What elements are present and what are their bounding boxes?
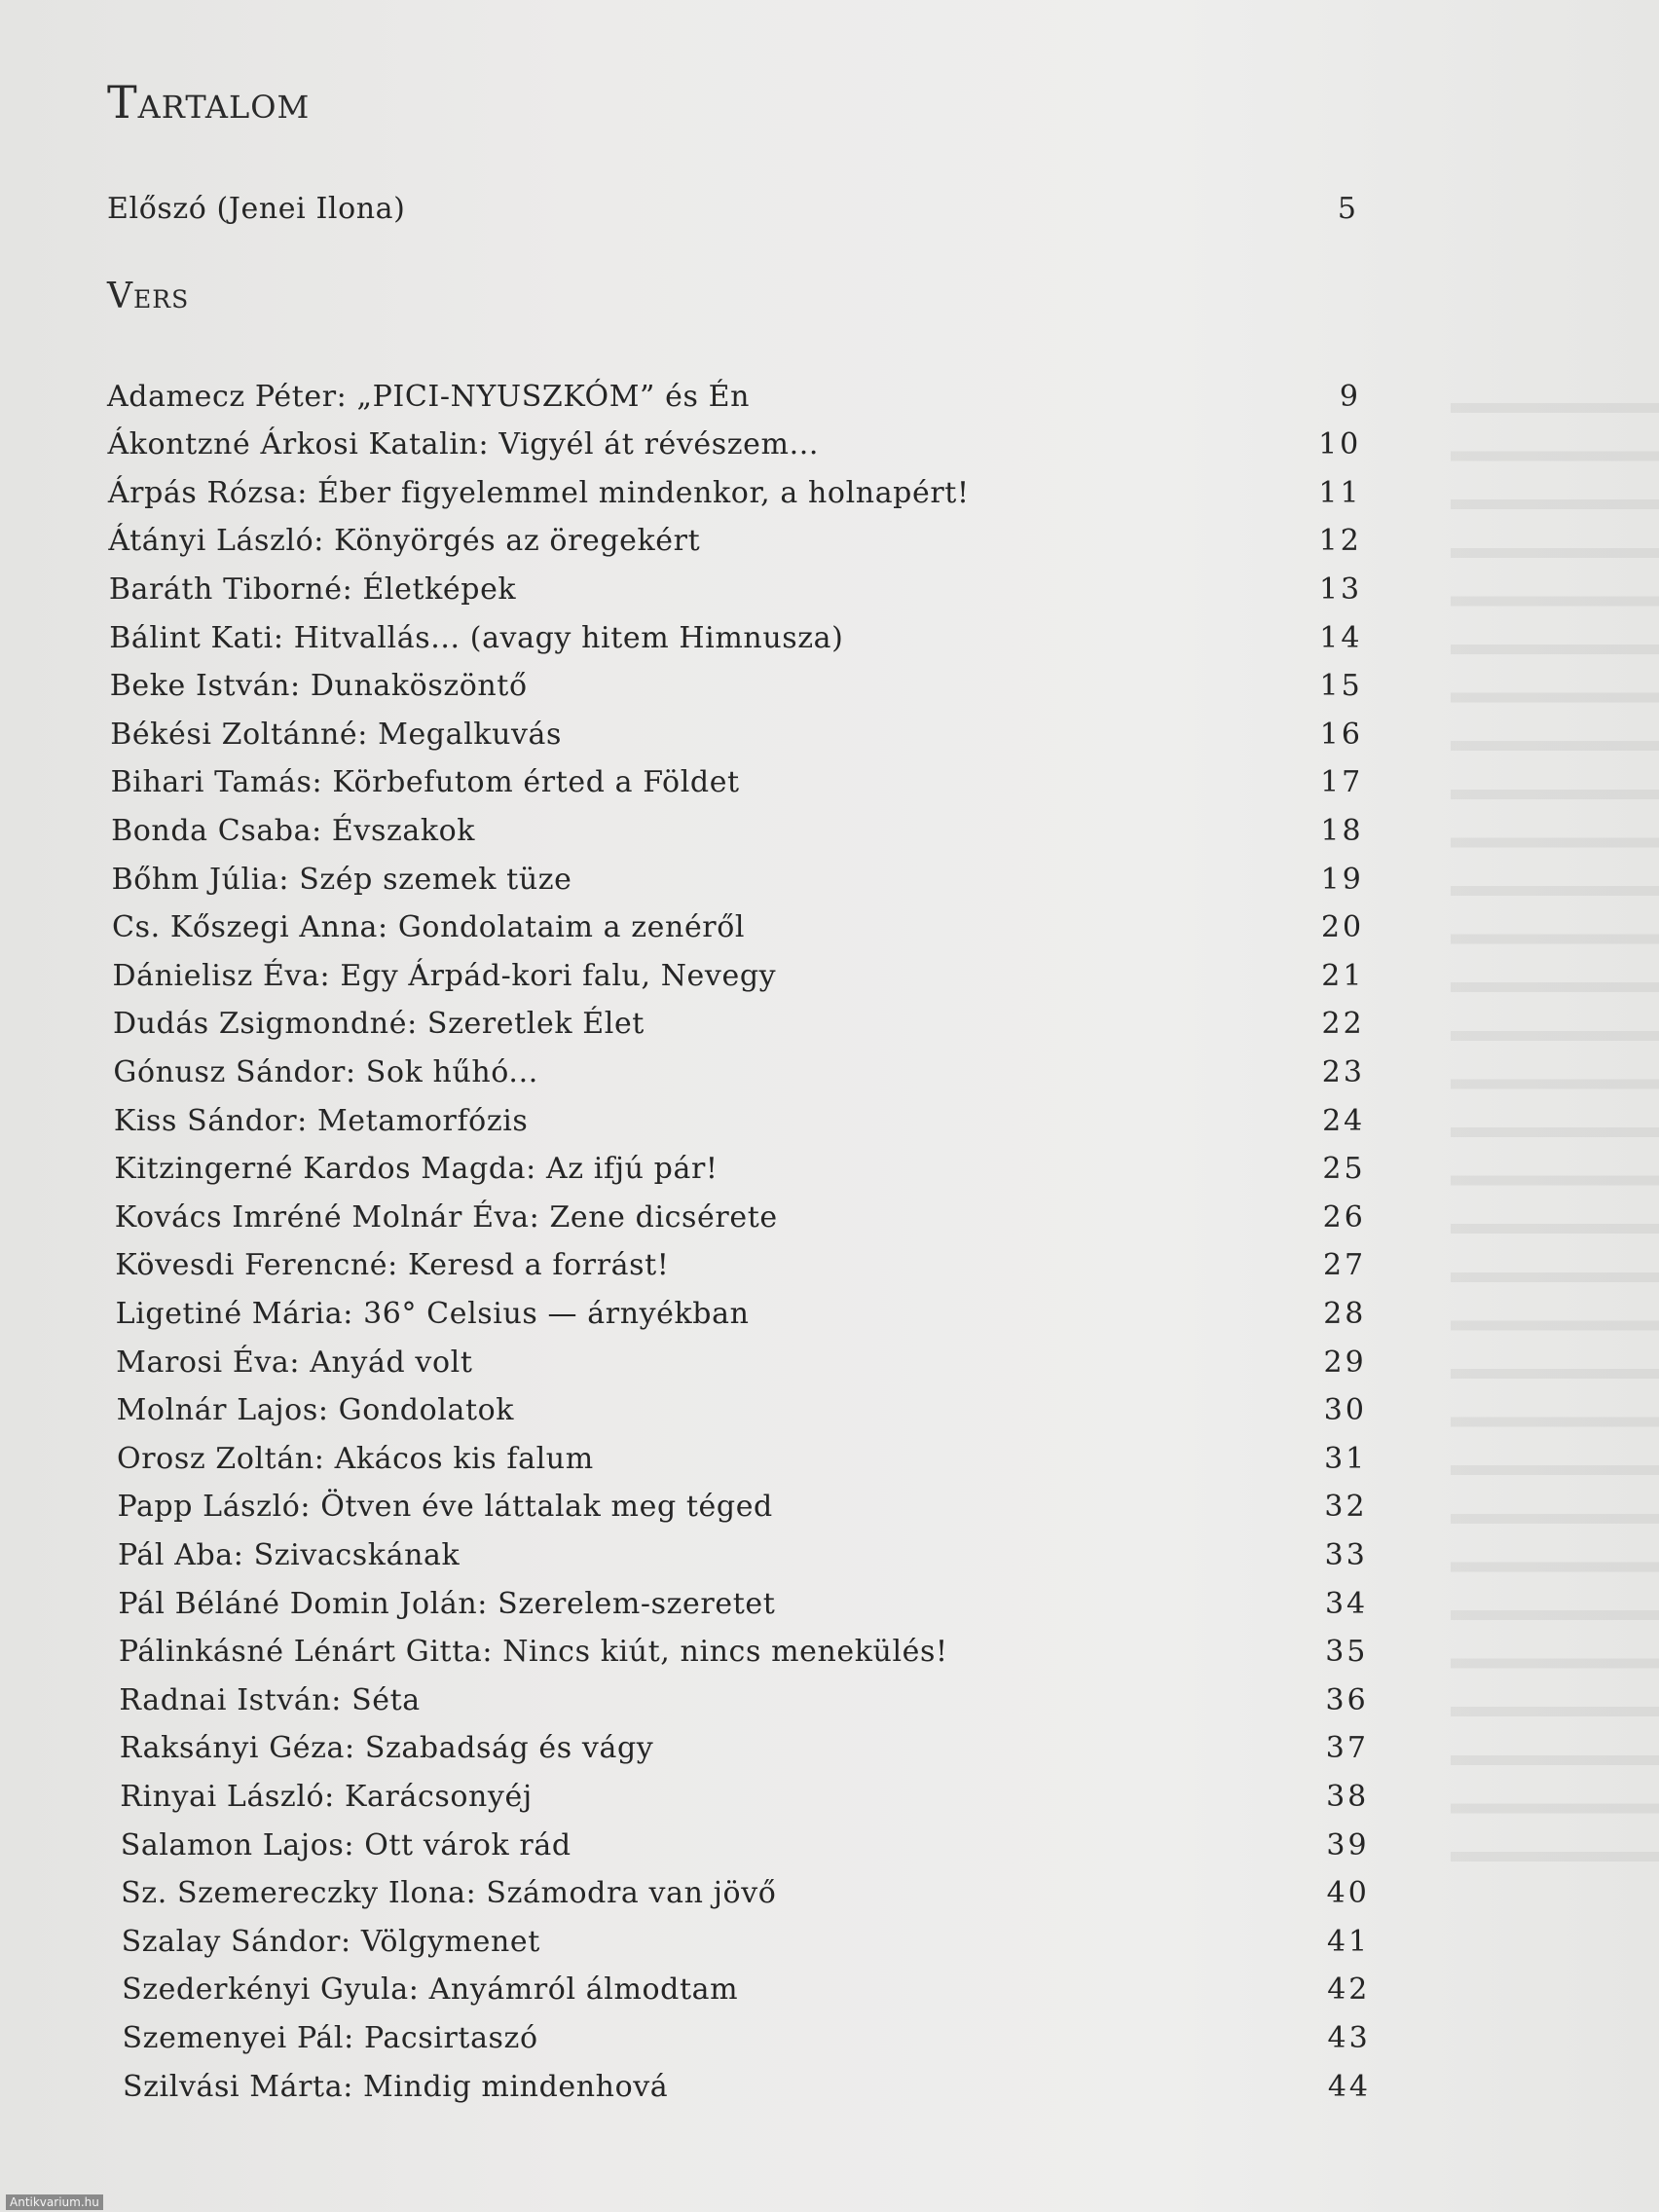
toc-row xyxy=(109,568,1362,610)
toc-row xyxy=(118,1533,1368,1576)
toc-entry-text: Rinyai László: Karácsonyéj xyxy=(120,1779,533,1814)
toc-page-number: 38 xyxy=(1326,1779,1370,1814)
toc-entry-text: Beke István: Dunaköszöntő xyxy=(109,669,528,704)
toc-entry-text: Radnai István: Séta xyxy=(119,1682,421,1717)
toc-row xyxy=(113,1003,1365,1046)
toc-page-number: 34 xyxy=(1324,1586,1369,1621)
toc-row xyxy=(123,2065,1371,2108)
toc-entry-text: Raksányi Géza: Szabadság és vágy xyxy=(119,1731,654,1766)
toc-row xyxy=(118,1582,1368,1625)
toc-entry-text: Pál Aba: Szivacskának xyxy=(117,1537,461,1572)
toc-page-number: 20 xyxy=(1320,910,1365,945)
toc-row-preface xyxy=(107,187,1359,230)
section-heading: Vers xyxy=(107,276,190,316)
toc-entry-text: Előszó (Jenei Ilona) xyxy=(107,191,406,226)
toc-entry-text: Kitzingerné Kardos Magda: Az ifjú pár! xyxy=(114,1152,719,1187)
toc-page-number: 16 xyxy=(1319,717,1363,752)
page-title: Tartalom xyxy=(107,76,311,129)
toc-row xyxy=(121,1824,1370,1866)
toc-page-number: 27 xyxy=(1322,1248,1367,1283)
toc-row xyxy=(112,858,1364,901)
toc-row xyxy=(108,520,1361,563)
toc-row xyxy=(117,1389,1367,1432)
toc-row xyxy=(112,906,1364,949)
toc-page-number: 9 xyxy=(1339,379,1361,414)
toc-entry-text: Kovács Imréné Molnár Éva: Zene dicsérete xyxy=(114,1199,778,1235)
toc-page-number: 29 xyxy=(1323,1345,1367,1380)
toc-row xyxy=(107,375,1361,418)
toc-entry-text: Orosz Zoltán: Akácos kis falum xyxy=(117,1441,594,1476)
toc-page-number: 11 xyxy=(1318,475,1362,510)
toc-page-number: 43 xyxy=(1327,2020,1371,2055)
toc-page-number: 21 xyxy=(1321,958,1365,993)
toc-row xyxy=(110,713,1363,756)
toc-page-number: 22 xyxy=(1321,1007,1365,1042)
toc-page-number: 5 xyxy=(1337,191,1359,226)
toc-entry-text: Átányi László: Könyörgés az öregekért xyxy=(108,524,701,559)
toc-row xyxy=(120,1775,1369,1818)
watermark: Antikvarium.hu xyxy=(6,2194,103,2210)
toc-entry-text: Adamecz Péter: „PICI-NYUSZKÓM” és Én xyxy=(107,379,751,414)
toc-entry-text: Cs. Kőszegi Anna: Gondolataim a zenéről xyxy=(112,910,746,945)
toc-page-number: 36 xyxy=(1325,1682,1369,1717)
toc-entry-text: Marosi Éva: Anyád volt xyxy=(116,1345,473,1380)
toc-row xyxy=(118,1486,1368,1529)
toc-page-number: 14 xyxy=(1319,620,1363,655)
toc-row xyxy=(114,1099,1365,1142)
toc-row xyxy=(114,1148,1365,1191)
toc-page-number: 30 xyxy=(1323,1393,1367,1428)
toc-row xyxy=(116,1292,1367,1335)
toc-page-number: 19 xyxy=(1320,862,1364,897)
toc-entry-text: Dánielisz Éva: Egy Árpád-kori falu, Nevegy xyxy=(112,958,777,993)
toc-entry-text: Bőhm Júlia: Szép szemek tüze xyxy=(111,862,572,897)
toc-page-number: 31 xyxy=(1324,1441,1368,1476)
toc-entry-text: Bihari Tamás: Körbefutom érted a Földet xyxy=(110,765,740,800)
toc-page-number: 44 xyxy=(1327,2069,1371,2104)
toc-page-number: 40 xyxy=(1326,1876,1370,1911)
toc-row xyxy=(113,1051,1365,1093)
toc-row xyxy=(115,1244,1366,1287)
toc-page-number: 32 xyxy=(1324,1490,1368,1525)
toc-entry-text: Papp László: Ötven éve láttalak meg téged xyxy=(117,1490,773,1525)
toc-page-number: 33 xyxy=(1324,1537,1368,1572)
toc-entry-text: Gónusz Sándor: Sok hűhó... xyxy=(113,1054,538,1089)
toc-entry-text: Dudás Zsigmondné: Szeretlek Élet xyxy=(112,1007,645,1042)
toc-entry-text: Szederkényi Gyula: Anyámról álmodtam xyxy=(122,1972,739,2008)
toc-entry-text: Sz. Szemereczky Ilona: Számodra van jövő xyxy=(121,1876,777,1911)
toc-page-number: 25 xyxy=(1322,1152,1366,1187)
toc-entry-text: Baráth Tiborné: Életképek xyxy=(108,571,517,607)
toc-page-number: 13 xyxy=(1318,571,1363,607)
toc-row xyxy=(111,809,1363,852)
toc-entry-text: Molnár Lajos: Gondolatok xyxy=(116,1393,515,1428)
toc-row xyxy=(112,954,1364,997)
toc-entry-text: Szemenyei Pál: Pacsirtaszó xyxy=(122,2020,538,2055)
toc-row xyxy=(122,1920,1371,1963)
toc-entry-text: Bonda Csaba: Évszakok xyxy=(111,813,476,848)
toc-row xyxy=(107,424,1361,466)
toc-page-number: 24 xyxy=(1322,1103,1366,1138)
toc-entry-text: Pálinkásné Lénárt Gitta: Nincs kiút, nincs menekülés! xyxy=(118,1635,948,1670)
toc-entry-text: Kiss Sándor: Metamorfózis xyxy=(113,1103,529,1138)
toc-page-number: 17 xyxy=(1320,765,1364,800)
toc-page-number: 28 xyxy=(1323,1296,1367,1331)
toc-page-number: 10 xyxy=(1318,427,1362,462)
toc-row xyxy=(123,2016,1371,2059)
toc-entry-text: Pál Béláné Domin Jolán: Szerelem-szeretet xyxy=(118,1586,776,1621)
toc-page-number: 42 xyxy=(1327,1972,1371,2008)
toc-page-number: 12 xyxy=(1318,524,1362,559)
toc-row xyxy=(119,1631,1369,1674)
toc-page-number: 23 xyxy=(1321,1054,1365,1089)
toc-entry-text: Szalay Sándor: Völgymenet xyxy=(121,1924,540,1959)
toc-page-number: 15 xyxy=(1319,669,1363,704)
toc-row xyxy=(109,616,1362,659)
toc-page-number: 37 xyxy=(1325,1731,1369,1766)
toc-page-number: 35 xyxy=(1325,1635,1369,1670)
toc-page-number: 39 xyxy=(1326,1827,1370,1862)
toc-row xyxy=(116,1341,1367,1383)
toc-row xyxy=(115,1196,1366,1238)
toc-entry-text: Szilvási Márta: Mindig mindenhová xyxy=(123,2069,669,2104)
toc-row xyxy=(120,1727,1369,1770)
toc-entry-text: Kövesdi Ferencné: Keresd a forrást! xyxy=(115,1248,670,1283)
toc-entry-text: Bálint Kati: Hitvallás... (avagy hitem Himnusza) xyxy=(109,620,844,655)
toc-entry-text: Árpás Rózsa: Éber figyelemmel mindenkor, a holnapért! xyxy=(107,475,970,510)
toc-row xyxy=(110,665,1363,708)
toc-entry-text: Békési Zoltánné: Megalkuvás xyxy=(110,717,563,752)
toc-row xyxy=(121,1872,1370,1915)
toc-entry-text: Ákontzné Árkosi Katalin: Vigyél át révészem... xyxy=(107,427,819,462)
toc-entry-text: Ligetiné Mária: 36° Celsius — árnyékban xyxy=(115,1296,750,1331)
toc-page-number: 18 xyxy=(1320,813,1364,848)
toc-row xyxy=(122,1969,1370,2011)
toc-entry-text: Salamon Lajos: Ott várok rád xyxy=(120,1827,571,1862)
toc-row xyxy=(111,761,1364,804)
toc-row xyxy=(108,471,1362,514)
bleed-through-text xyxy=(1451,370,1659,1889)
toc-page-number: 41 xyxy=(1326,1924,1371,1959)
toc-row xyxy=(117,1437,1367,1480)
toc-row xyxy=(119,1678,1368,1721)
toc-page-number: 26 xyxy=(1322,1199,1366,1235)
